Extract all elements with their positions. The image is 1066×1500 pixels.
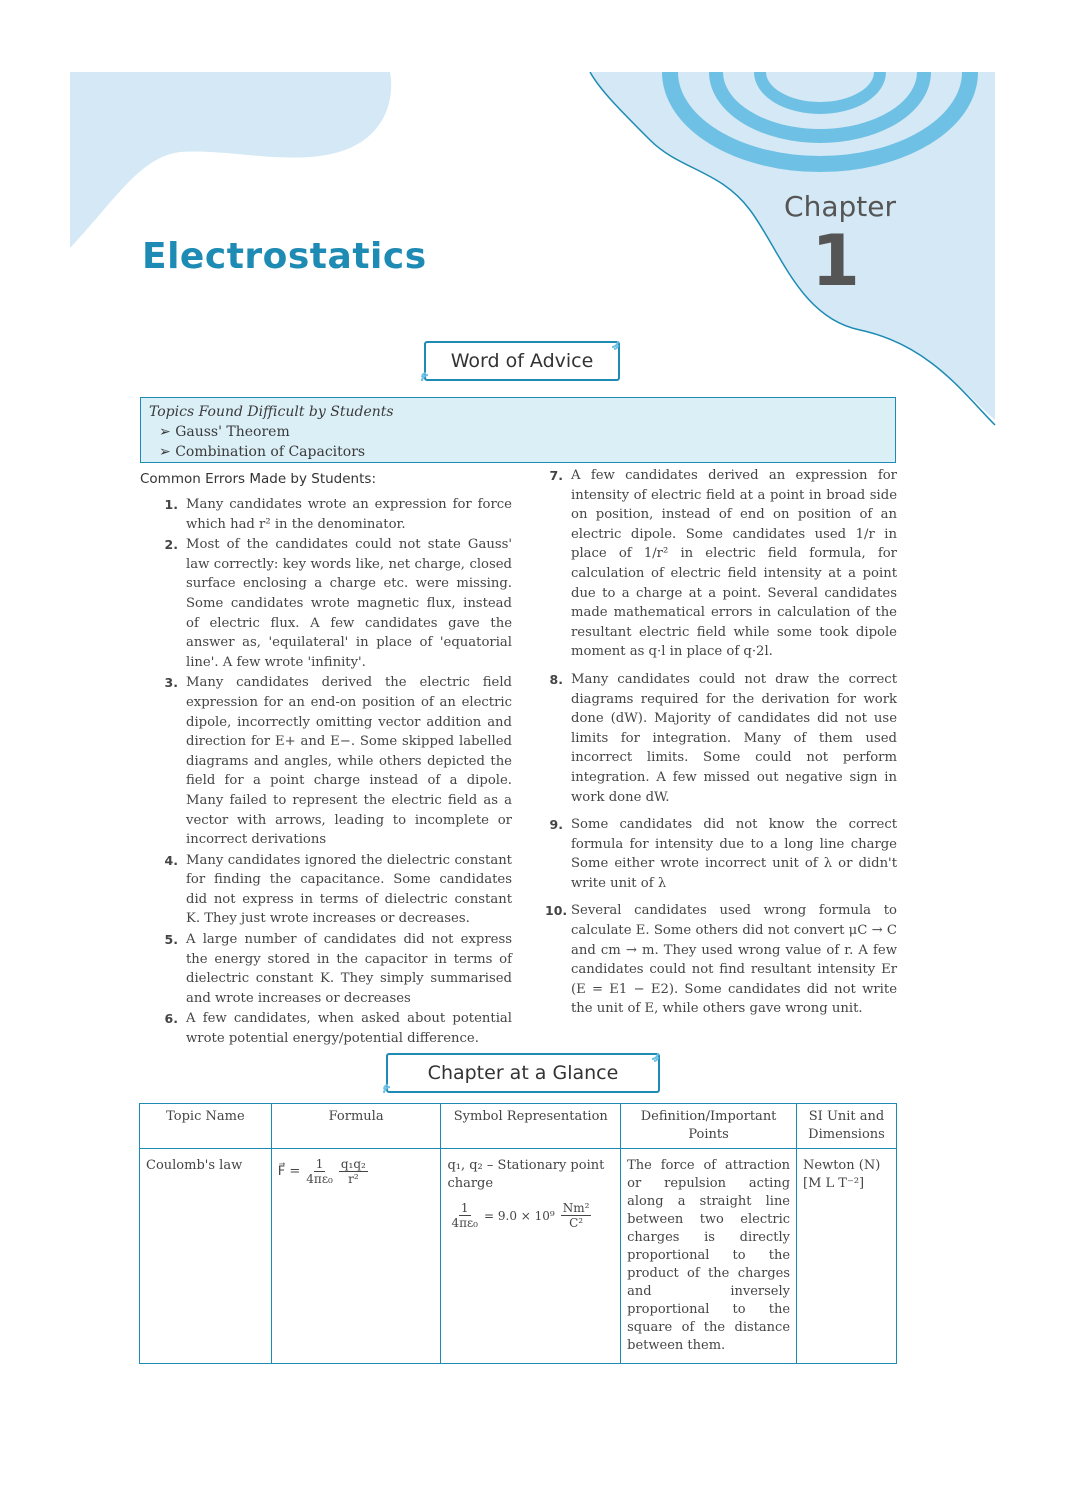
column-header: Formula xyxy=(271,1104,441,1149)
arrow-bullet-icon: ➢ xyxy=(159,444,176,460)
chapter-number: 1 xyxy=(811,220,860,302)
common-errors-heading: Common Errors Made by Students: xyxy=(140,471,376,487)
formula-lhs: F⃗ = xyxy=(277,1163,301,1179)
error-item: 5. A large number of candidates did not express the energy stored in the capacitor in terms of dielectric constant K. They simply summarised and wrote increases or decreases xyxy=(164,932,512,1006)
error-item: 1. Many candidates wrote an expression for force which had r² in the denominator. xyxy=(164,497,512,532)
formula-cell xyxy=(271,1149,441,1364)
error-item: 6. A few candidates, when asked about potential wrote potential energy/potential difference. xyxy=(164,1011,512,1047)
arrow-bullet-icon: ➢ xyxy=(159,424,176,440)
left-blob-shape xyxy=(70,72,391,248)
symbol-cell: q₁, q₂ – Stationary point charge $\frac{1}{\text{4πε₀}}$ = 9.0 × 10⁹ $\frac{\text{Nm²}}{\text{C²}}$ xyxy=(441,1149,621,1364)
banner-label: Word of Advice xyxy=(450,350,594,372)
topics-difficult-box xyxy=(140,397,896,463)
word-of-advice-banner xyxy=(424,341,620,381)
topic-cell: Coulomb's law xyxy=(140,1149,272,1364)
column-header: Symbol Representation xyxy=(441,1104,621,1149)
topic-item: ➢ Gauss' Theorem xyxy=(159,424,290,440)
topic-item: ➢ Combination of Capacitors xyxy=(159,444,366,460)
si-unit-cell: Newton (N) [M L T⁻²] xyxy=(797,1149,897,1364)
signal-wave-icon xyxy=(380,1075,402,1097)
fraction: $\frac{1}{\text{4πε₀}}$ xyxy=(451,1201,478,1230)
chapter-glance-table xyxy=(139,1103,897,1364)
fraction: $\frac{\text{q₁q₂}}{\text{r²}}$ xyxy=(340,1157,366,1186)
table-header-row xyxy=(140,1104,897,1149)
error-item: 4. Many candidates ignored the dielectric constant for finding the capacitance. Some candidates did not express in terms of dielectric constant K. They just wrote increases or decreases. xyxy=(164,852,512,927)
chapter-title: Electrostatics xyxy=(142,236,427,277)
error-item: 8. Many candidates could not draw the correct diagrams required for the derivation for work done (dW). Majority of candidates did not use limits for integration. Many of them used incorrect limits. Some could not perform integration. A few missed out negative sign in work done dW. xyxy=(549,671,897,805)
errors-right-column xyxy=(545,466,897,1027)
table-row xyxy=(140,1149,897,1364)
chapter-at-a-glance-banner xyxy=(386,1053,660,1093)
column-header: Definition/Important Points xyxy=(621,1104,797,1149)
fraction: $\frac{1}{\text{4πε₀}}$ xyxy=(306,1157,333,1186)
banner-label: Chapter at a Glance xyxy=(427,1062,619,1084)
fraction: $\frac{\text{Nm²}}{\text{C²}}$ xyxy=(562,1201,590,1230)
error-item: 10. Several candidates used wrong formula to calculate E. Some others did not convert μC → C and cm → m. They used wrong value of r. A few candidates could not find resultant intensity Er (E = E1 − E2). Some candidates did not write the unit of E, while others gave wrong unit. xyxy=(545,903,897,1017)
error-item: 9. Some candidates did not know the correct formula for intensity due to a long line charge Some either wrote incorrect unit of λ or didn't write unit of λ xyxy=(549,817,897,891)
error-item: 3. Many candidates derived the electric field expression for an end-on position of an electric dipole, incorrectly omitting vector addition and direction for E+ and E−. Some skipped labelled diagrams and angles, while others depicted the field for a point charge instead of a dipole. Many failed to represent the electric field as a vector with arrows, leading to incomplete or incorrect derivations xyxy=(164,675,512,848)
error-item: 2. Most of the candidates could not state Gauss' law correctly: key words like, net charge, closed surface enclosing a charge etc. were missing. Some candidates wrote magnetic flux, instead of electric flux. A few candidates gave the answer as, 'equilateral' in place of 'equatorial line'. A few wrote 'infinity'. xyxy=(164,537,512,670)
column-header: Topic Name xyxy=(140,1104,272,1149)
topics-heading: Topics Found Difficult by Students xyxy=(149,404,394,420)
error-item: 7. A few candidates derived an expression for intensity of electric field at a point in broad side on position, instead of end on position of an electric dipole. Some candidates used 1/r in place of 1/r² in electric field formula, for calculation of electric field intensity at a point due to a charge at a point. Several candidates made mathematical errors in calculation of the resultant electric field while some took dipole moment as q·l in place of q·2l. xyxy=(549,468,897,660)
signal-wave-icon xyxy=(418,363,440,385)
errors-left-column xyxy=(160,495,512,1050)
chapter-label: Chapter xyxy=(784,190,896,223)
signal-wave-icon xyxy=(600,337,622,359)
column-header: SI Unit and Dimensions xyxy=(797,1104,897,1149)
signal-wave-icon xyxy=(640,1049,662,1071)
definition-cell: The force of attraction or repulsion acting along a straight line between two electric charges is directly proportional to the product of the charges and inversely proportional to the square of the distance between them. xyxy=(621,1149,797,1364)
